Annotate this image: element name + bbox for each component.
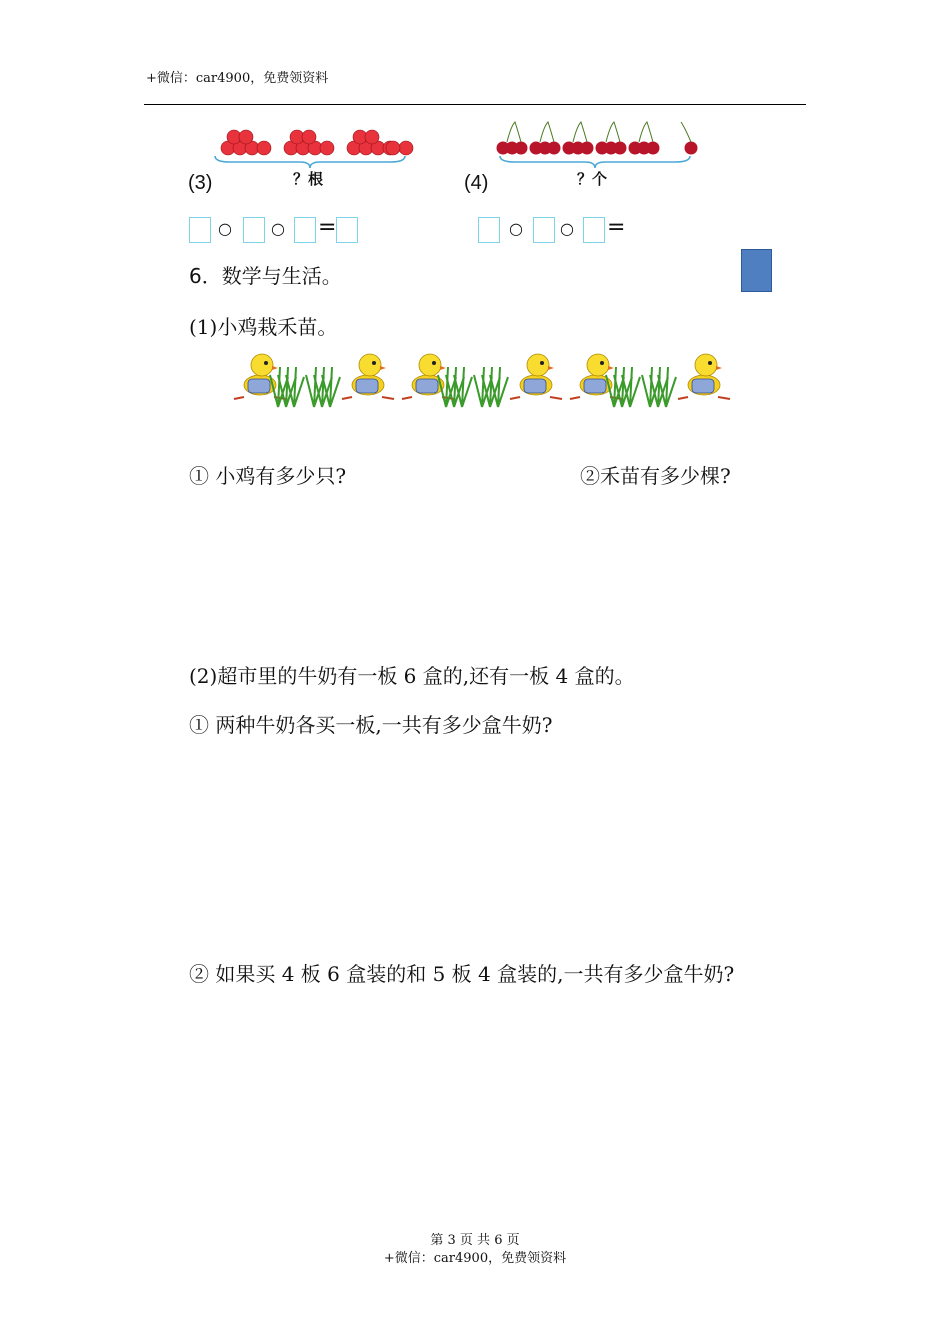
answer-box[interactable] bbox=[294, 217, 316, 243]
answer-box[interactable] bbox=[583, 217, 605, 243]
answer-box[interactable] bbox=[336, 217, 358, 243]
answer-box[interactable] bbox=[478, 217, 500, 243]
page-number: 第 3 页 共 6 页 bbox=[430, 1233, 520, 1248]
question-1-title: (1)小鸡栽禾苗。 bbox=[189, 315, 338, 339]
answer-box[interactable] bbox=[189, 217, 211, 243]
question-1-sub-2: ②禾苗有多少棵? bbox=[580, 464, 731, 488]
operator-circle: ○ bbox=[271, 219, 285, 238]
operator-circle: ○ bbox=[509, 219, 523, 238]
item-3-number: (3) bbox=[188, 172, 213, 194]
answer-box[interactable] bbox=[243, 217, 265, 243]
header-watermark: +微信：car4900，免费领资料 bbox=[146, 71, 329, 86]
equals-sign: = bbox=[607, 215, 626, 240]
footer-watermark: +微信：car4900，免费领资料 bbox=[383, 1251, 567, 1266]
item-3-brace-label: ？根 bbox=[293, 170, 324, 188]
header-rule bbox=[144, 104, 806, 105]
equals-sign: = bbox=[318, 215, 337, 240]
apples-illustration bbox=[210, 120, 420, 170]
question-2-sub-2: ② 如果买 4 板 6 盒装的和 5 板 4 盒装的,一共有多少盒牛奶? bbox=[189, 962, 735, 986]
question-2-title: (2)超市里的牛奶有一板 6 盒的,还有一板 4 盒的。 bbox=[189, 664, 635, 688]
question-1-sub-1: ① 小鸡有多少只? bbox=[189, 464, 347, 488]
operator-circle: ○ bbox=[218, 219, 232, 238]
section-6-title: 6．数学与生活。 bbox=[189, 264, 342, 288]
operator-circle: ○ bbox=[560, 219, 574, 238]
answer-box[interactable] bbox=[533, 217, 555, 243]
question-2-sub-1: ① 两种牛奶各买一板,一共有多少盒牛奶? bbox=[189, 713, 553, 737]
cherries-illustration bbox=[495, 120, 705, 170]
item-4-brace-label: ？个 bbox=[577, 170, 608, 188]
item-4-number: (4) bbox=[464, 172, 489, 194]
side-block bbox=[741, 249, 772, 292]
chicks-seedlings-illustration bbox=[230, 345, 770, 425]
